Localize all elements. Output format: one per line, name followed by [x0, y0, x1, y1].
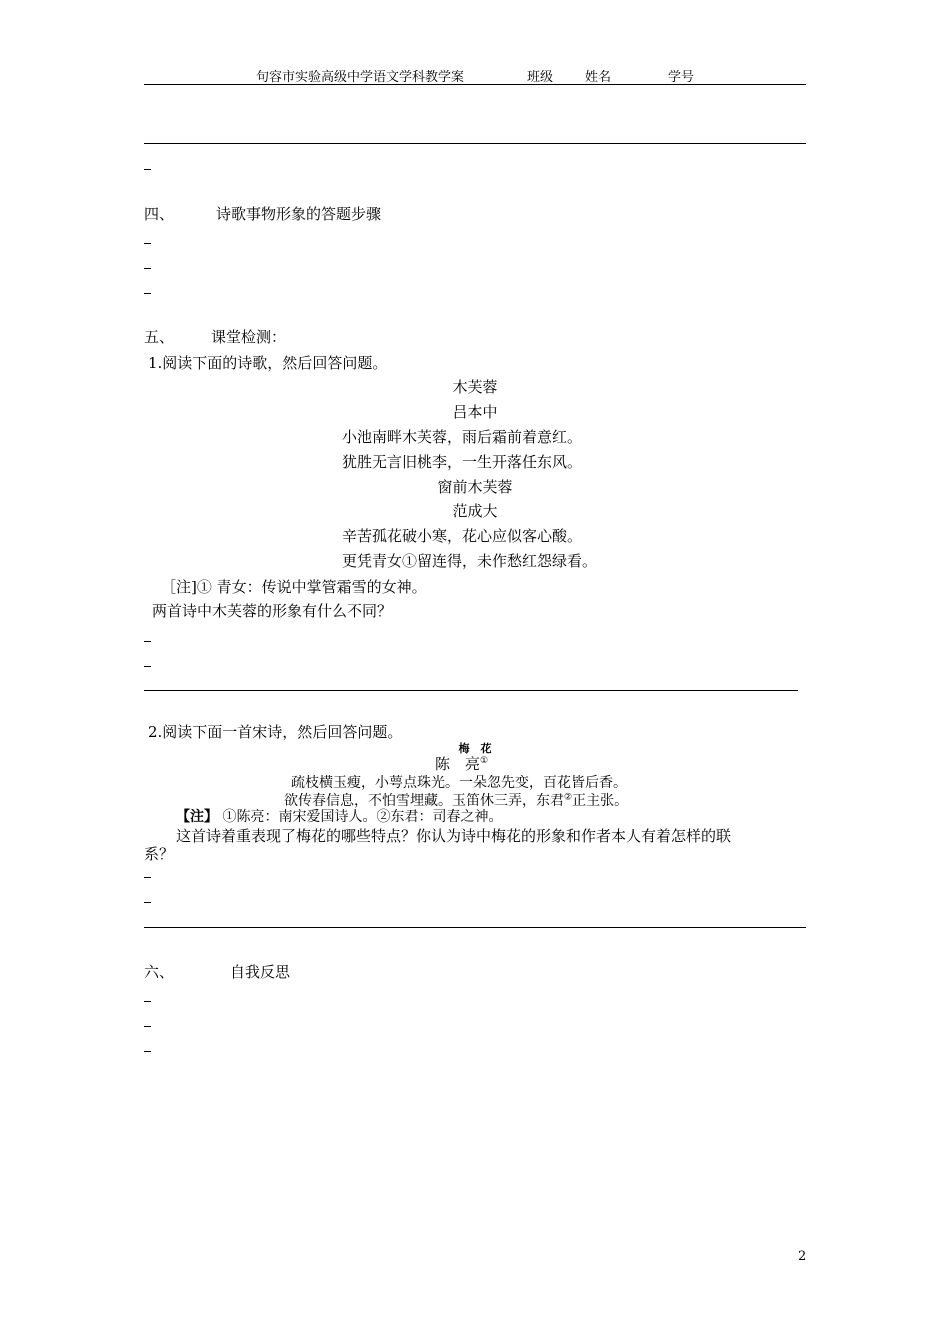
id-label: 学号: [668, 70, 695, 85]
q2-prompt: 2.阅读下面一首宋诗，然后回答问题。: [148, 723, 403, 741]
q2-author-note-mark: ①: [480, 756, 489, 766]
q2-note-label: 【注】: [176, 809, 218, 825]
poem2-author: 范成大: [452, 502, 498, 520]
q1-prompt: 1.阅读下面的诗歌，然后回答问题。: [148, 354, 388, 372]
section6-number: 六、: [144, 963, 175, 981]
poem1-line: 犹胜无言旧桃李，一生开落任东风。: [342, 453, 583, 471]
answer-dash: [144, 666, 151, 667]
q2-poem-line-part: 欲传春信息，不怕雪埋藏。玉笛休三弄，东君: [284, 793, 564, 809]
answer-dash: [144, 902, 151, 903]
q1-question: 两首诗中木芙蓉的形象有什么不同？: [152, 602, 393, 620]
answer-line: [144, 927, 806, 928]
q2-poem-line: 疏枝横玉瘦，小萼点珠光。一朵忽先变，百花皆后香。: [291, 775, 627, 791]
q2-poem-title: 梅 花: [458, 742, 492, 755]
section5-title: 课堂检测：: [211, 328, 287, 346]
answer-dash: [144, 1026, 151, 1027]
page-number: 2: [798, 1249, 807, 1264]
q2-note-text: ①陈亮：南宋爱国诗人。②东君：司春之神。: [222, 809, 503, 825]
poem2-line: 更凭青女①留连得，未作愁红怨绿看。: [342, 552, 598, 570]
class-label: 班级: [527, 70, 554, 85]
answer-dash: [144, 641, 151, 642]
name-label: 姓名: [585, 70, 612, 85]
poem1-author: 吕本中: [452, 403, 498, 421]
q1-note: ［注]① 青女：传说中掌管霜雪的女神。: [161, 578, 427, 596]
q2-note: [176, 806, 502, 826]
q2-line-note-mark: ②: [564, 792, 573, 803]
section4-title: 诗歌事物形象的答题步骤: [216, 205, 382, 223]
poem2-line: 辛苦孤花破小寒，花心应似客心酸。: [342, 527, 583, 545]
answer-dash: [144, 169, 151, 170]
section4-number: 四、: [144, 205, 175, 223]
answer-dash: [144, 877, 151, 878]
q2-poem-author-line: [435, 753, 488, 774]
header-rule: [144, 84, 806, 85]
answer-dash: [144, 293, 151, 294]
q2-poem-line-part: 正主张。: [572, 793, 629, 809]
answer-dash: [144, 1051, 151, 1052]
answer-line: [144, 690, 798, 691]
answer-line: [144, 143, 806, 144]
q2-question: 这首诗着重表现了梅花的哪些特点？你认为诗中梅花的形象和作者本人有着怎样的联: [176, 827, 732, 845]
answer-dash: [144, 268, 151, 269]
q2-question-cont: 系？: [144, 845, 175, 863]
answer-dash: [144, 243, 151, 244]
poem1-title: 木芙蓉: [452, 378, 498, 396]
q2-poem-author: 陈 亮: [435, 755, 481, 773]
poem1-line: 小池南畔木芙蓉，雨后霜前着意红。: [342, 428, 583, 446]
poem2-title: 窗前木芙蓉: [437, 478, 513, 496]
school-title: 句容市实验高级中学语文学科教学案: [256, 70, 465, 85]
section6-title: 自我反思: [230, 963, 291, 981]
section5-number: 五、: [144, 328, 175, 346]
answer-dash: [144, 1001, 151, 1002]
